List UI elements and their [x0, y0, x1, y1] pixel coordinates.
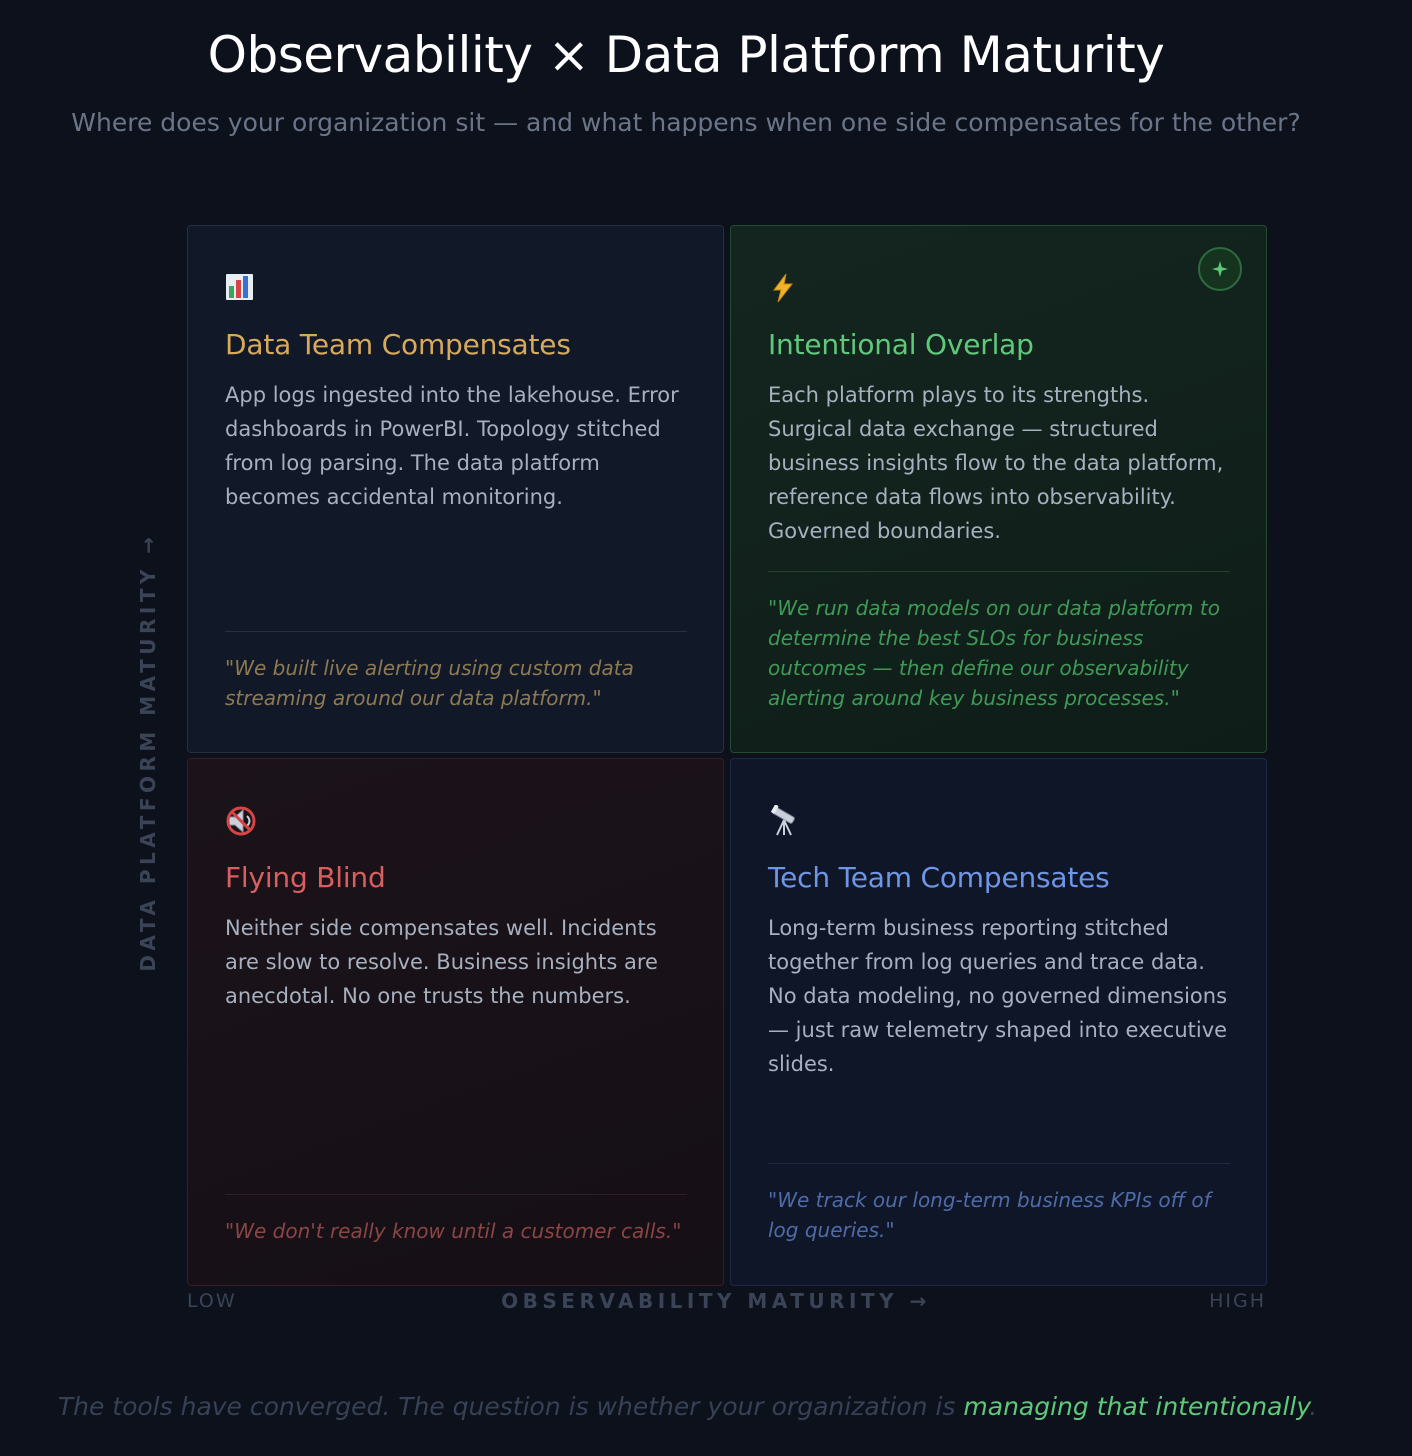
quadrant-title: Tech Team Compensates	[768, 861, 1110, 894]
quadrant-title: Data Team Compensates	[225, 328, 571, 361]
divider	[768, 571, 1230, 572]
page-subtitle: Where does your organization sit — and what happens when one side compensates for the other?	[71, 108, 1301, 137]
page-title: Observability × Data Platform Maturity	[207, 26, 1165, 84]
footer-highlight: managing that intentionally	[963, 1392, 1310, 1421]
quadrant-quote: "We built live alerting using custom data streaming around our data platform."	[225, 656, 634, 710]
quadrant-description: Long-term business reporting stitched together from log queries and trace data. No data modeling, no governed dimensions — just raw telemetry shaped into executive slides.	[768, 916, 1228, 1076]
footer-tagline	[0, 1392, 1375, 1421]
quadrant-data-team-compensates	[187, 225, 724, 753]
x-axis-label: OBSERVABILITY MATURITY →	[501, 1289, 931, 1313]
footer-text: The tools have converged. The question is whether your organization is	[57, 1392, 964, 1421]
footer-period: .	[1309, 1392, 1318, 1421]
quadrant-flying-blind	[187, 758, 724, 1286]
muted-speaker-icon	[225, 805, 257, 839]
divider	[225, 631, 687, 632]
quadrant-title: Flying Blind	[225, 861, 386, 894]
quadrant-quote: "We track our long-term business KPIs off of log queries."	[768, 1188, 1211, 1242]
quadrant-title: Intentional Overlap	[768, 328, 1034, 361]
lightning-icon	[768, 272, 800, 306]
maturity-matrix	[187, 225, 1267, 1286]
y-axis-label: DATA PLATFORM MATURITY →	[136, 532, 160, 972]
quadrant-quote: "We don't really know until a customer calls."	[225, 1219, 682, 1243]
quadrant-quote: "We run data models on our data platform to determine the best SLOs for business outcomes — then define our observability alerting around key business processes."	[768, 596, 1220, 710]
quadrant-intentional-overlap	[730, 225, 1267, 753]
quadrant-description: Each platform plays to its strengths. Surgical data exchange — structured business insights flow to the data platform, reference data flows into observability. Governed boundaries.	[768, 383, 1224, 543]
quadrant-description: App logs ingested into the lakehouse. Error dashboards in PowerBI. Topology stitched from log parsing. The data platform becomes accidental monitoring.	[225, 383, 679, 509]
x-axis-low-label: LOW	[187, 1290, 237, 1312]
quadrant-tech-team-compensates	[730, 758, 1267, 1286]
divider	[768, 1163, 1230, 1164]
bar-chart-icon	[225, 272, 257, 306]
quadrant-description: Neither side compensates well. Incidents are slow to resolve. Business insights are anecdotal. No one trusts the numbers.	[225, 916, 658, 1008]
telescope-icon	[768, 805, 800, 839]
x-axis-high-label: HIGH	[1209, 1290, 1266, 1312]
sparkle-icon	[1198, 247, 1242, 291]
divider	[225, 1194, 687, 1195]
